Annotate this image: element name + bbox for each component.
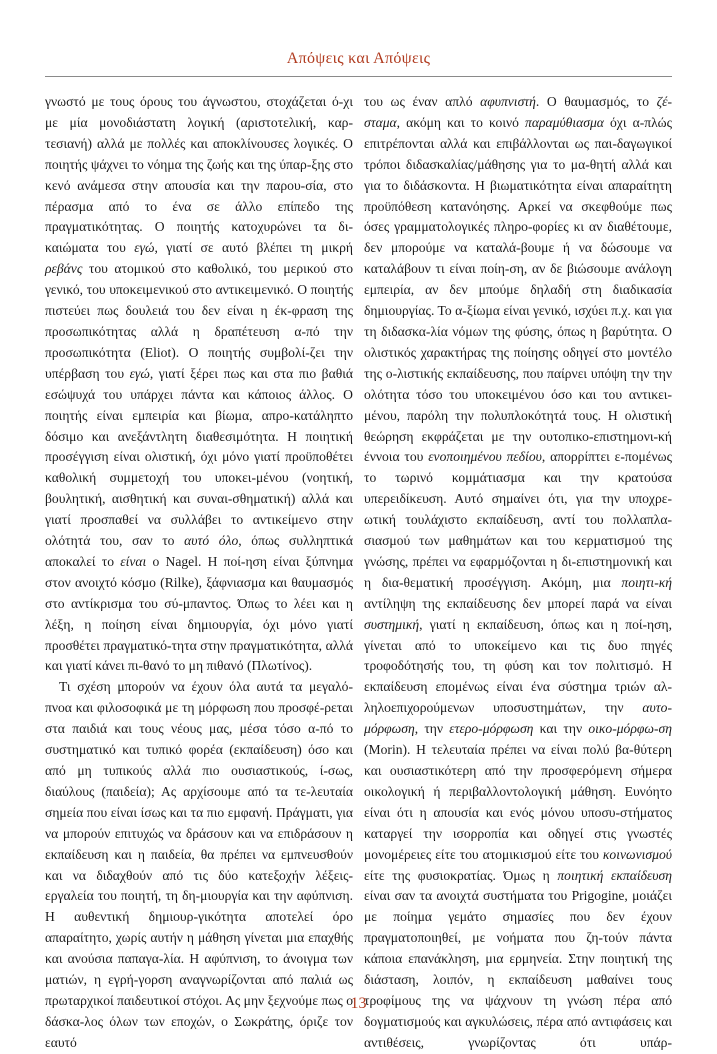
italic-run: οικο-μόρφω-ση	[588, 721, 672, 737]
italic-run: κοινωνισμού	[602, 846, 672, 862]
paragraph: του ως έναν απλό αφυπνιστή. Ο θαυμασμός, το ζέ-σταμα, ακόμη και το κοινό παραμύθιασμα όχι α-πλώς επιτρέπονται αλλά και επιβάλλονται ως παι-δαγωγικοί τρόποι διδασκαλίας/μάθησης για το μα-θητή αλλά και για το διδάσκοντα. Η βιωματικότητα είναι απαραίτητη προϋπόθεση κατανόησης. Αρκεί να σκεφθούμε πως όσες γραμματολογικές πληρο-φορίες κι αν διαθέτουμε, δεν μπορούμε να καταλά-βουμε ή να δώσουμε να καταλάβουν τι είναι ποίη-ση, αν δε βιώσουμε ανάλογη εμπειρία, αν δεν μπούμε δηλαδή στη διαδικασία δημιουργίας. Το α-ξίωμα είναι γενικό, ισχύει π.χ. και για τη διδασκα-λία νόμων της φύσης, όπως η βαρύτητα. Ο ολιστικός χαρακτήρας της ποίησης οδηγεί στο μοντέλο της ο-λιστικής εκπαίδευσης, που παίρνει υπόψη την την ολότητα τόσο του υποκειμένου όσο και του αντικει-μένου, παρόλη την πολυπλοκότητά τους. Η ολιστική θεώρηση εκφράζεται με την ουτοπικο-επιστημονι-κή έννοια του ενοποιημένου πεδίου, απορρίπτει ε-πομένως το τωρινό κομμάτιασμα και την κρατούσα υπερειδίκευση. Αυτό σημαίνει ότι, για την υποχρε-ωτική τουλάχιστο εκπαίδευση, αντί του πολλαπλα-σιασμού των μαθημάτων και του κερματισμού της γνώσης, πρέπει να εφαρμόζονται η δι-επιστημονική και η δια-θεματική προσέγγιση. Ακόμη, μια ποιητι-κή αντίληψη της εκπαίδευσης δεν μπορεί παρά να είναι συστημική, γιατί η εκπαίδευση, όπως και η ποί-ηση, γίνεται από το υποκείμενο και τις δυο πηγές τροφοδότησής του, τη φύση και τον πολιτισμό. Η εκπαίδευση επομένως είναι ένα σύστημα τριών αλ-ληλοεπιχορούμενων υποσυστημάτων, την αυτο-μόρφωση, την ετερο-μόρφωση και την οικο-μόρφω-ση (Morin). Η τελευταία πρέπει να είναι πολύ βα-θύτερη και ουσιαστικότερη από την προσφερόμενη σήμερα οικολογική ή περιβαλλοντολογική μάθηση. Ευνόητο είναι ότι η απουσία και ενός μόνου υποσυ-στήματος καταργεί την ισορροπία και οδηγεί στις γνωστές μονομέρειες είτε του ατομικισμού είτε του κοινωνισμού είτε της φυσιοκρατίας. Όμως η ποιητική εκπαίδευση είναι σαν τα ανοιχτά συστήματα του Prigogine, μοιάζει με ποίημα γεμάτο σημασίες που δεν έχουν πραγματοποιηθεί, με νοήματα που ζη-τούν πάντα κάποια επανάκληση, μια ερμηνεία. Στην ποιητική της διάσταση, λοιπόν, η εκπαίδευση μαθαίνει τους τροφίμους της να ψάχνουν τη γνώση πέρα από δογματισμούς και αγκυλώσεις, πέρα από αντιφάσεις και αντιθέσεις, γνωρίζοντας ότι υπάρ-	[364, 94, 672, 1050]
italic-run: εγώ	[129, 365, 150, 381]
paragraph: Τι σχέση μπορούν να έχουν όλα αυτά τα μεγαλό-πνοα και φιλοσοφικά με τη μόρφωση που προσφέ-ρεται στα παιδιά και τους νέους μας, μέσα τόσο α-πό το συστηματικό και τυπικό φορέα (εκπαίδευση) όσο και από μη τυπικούς αλλά πιο ουσιαστικούς, ί-σως, διαύλους (παιδεία); Ας αρχίσουμε από τα τε-λευταία σημεία που είναι ίσως και τα πιο εμφανή. Πράγματι, για να μπορούν επιτυχώς να δράσουν και να επιδράσουν η εκπαίδευση και η παιδεία, θα πρέπει να εμπνευσθούν και να διδαχθούν από τις δύο κατεξοχήν λέξεις-εργαλεία του ποιητή, τη δη-μιουργία και την αφύπνιση. Η αυθεντική δημιουρ-γικότητα αποτελεί όρο απαραίτητο, χωρίς αυτήν η μάθηση γίνεται μια επαχθής και ανούσια παπαγα-λία. Η αφύπνιση, το άνοιγμα των ματιών, η εγρή-γορση αναγνωρίζονται από παλιά ως πρωταρχικοί παιδευτικοί στόχοι. Ας μην ξεχνούμε πως ο δάσκα-λος όλων των εποχών, ο Σωκράτης, όριζε τον εαυτό	[45, 679, 353, 1050]
italic-run: αυτό όλο	[184, 533, 239, 549]
left-column	[45, 92, 353, 1054]
italic-run: ενοποιημένου πεδίου	[428, 449, 542, 465]
page-number: 13	[350, 995, 367, 1012]
running-header: Απόψεις και Απόψεις	[286, 50, 431, 67]
italic-run: αυτο-μόρφωση	[364, 700, 672, 737]
italic-run: είναι	[120, 553, 147, 569]
italic-run: συστημική	[364, 616, 420, 632]
italic-run: ετερο-μόρφωση	[449, 721, 534, 737]
italic-run: εγώ	[134, 240, 155, 256]
italic-run: ζέ-σταμα	[364, 94, 672, 130]
italic-run: ποιητική εκπαίδευση	[557, 867, 672, 883]
italic-run: ρεβάνς	[45, 261, 83, 277]
paragraph: γνωστό με τους όρους του άγνωστου, στοχάζεται ό-χι με μία μονοδιάστατη λογική (αριστοτελική, καρ-τεσιανή) αλλά με πολλές και αποκλίνουσες λογικές. Ο ποιητής ψάχνει το νόημα της ζωής και της ύπαρ-ξης στο κενό ανάμεσα στην απουσία και την παρου-σία, στο πέρασμα από το ένα σε άλλο επίπεδο της πραγματικότητας. Ο ποιητής κατοχυρώνει τα δι-καιώματα του εγώ, γιατί σε αυτό βλέπει τη μικρή ρεβάνς του ατομικού στο καθολικό, του μερικού στο γενικό, του υποκειμενικού στο αντικειμενικό. Ο ποιητής πιστεύει πως δουλειά του δεν είναι η έκ-φραση της προσωπικότητας αλλά η δραπέτευση α-πό την προσωπικότητα (Eliot). Ο ποιητής συμβολί-ζει την υπέρβαση του εγώ, γιατί ξέρει πως και στα πιο βαθιά εσώψυχά του υπάρχει πάντα και κάποιος άλλος. Ο ποιητής είναι εμπειρία και βίωμα, απρο-κατάληπτο δόσιμο και ανεξάντλητη διαθεσιμότητα. Η ποιητική προσέγγιση είναι ολιστική, όχι μόνο γιατί προϋποθέτει καθολική συμμετοχή του υποκει-μένου (νοητική, βουλητική, αισθητική και συναι-σθηματική) αλλά και γιατί προσπαθεί να συλλάβει το αντικείμενο στην ολότητά του, σαν το αυτό όλο, όπως συλληπτικά αποκαλεί το είναι ο Nagel. Η ποί-ηση είναι ξύπνημα στον ανοιχτό κόσμο (Rilke), ξάφνιασμα και θαυμασμός στο αντίκρισμα του σύ-μπαντος. Όπως το λέει και η λέξη, η ποίηση είναι δημιουργία, όχι μόνο γιατί προσθέτει πραγματικό-τητα στην πραγματικότητα, αλλά και γιατί κάνει πι-θανό το μη πιθανό (Πλωτίνος).	[45, 94, 353, 674]
right-column	[364, 92, 672, 1054]
italic-run: αφυπνιστή	[480, 94, 536, 109]
italic-run: ποιητι-κή	[621, 574, 672, 590]
header-rule	[45, 76, 672, 77]
italic-run: παραμύθιασμα	[525, 114, 604, 130]
